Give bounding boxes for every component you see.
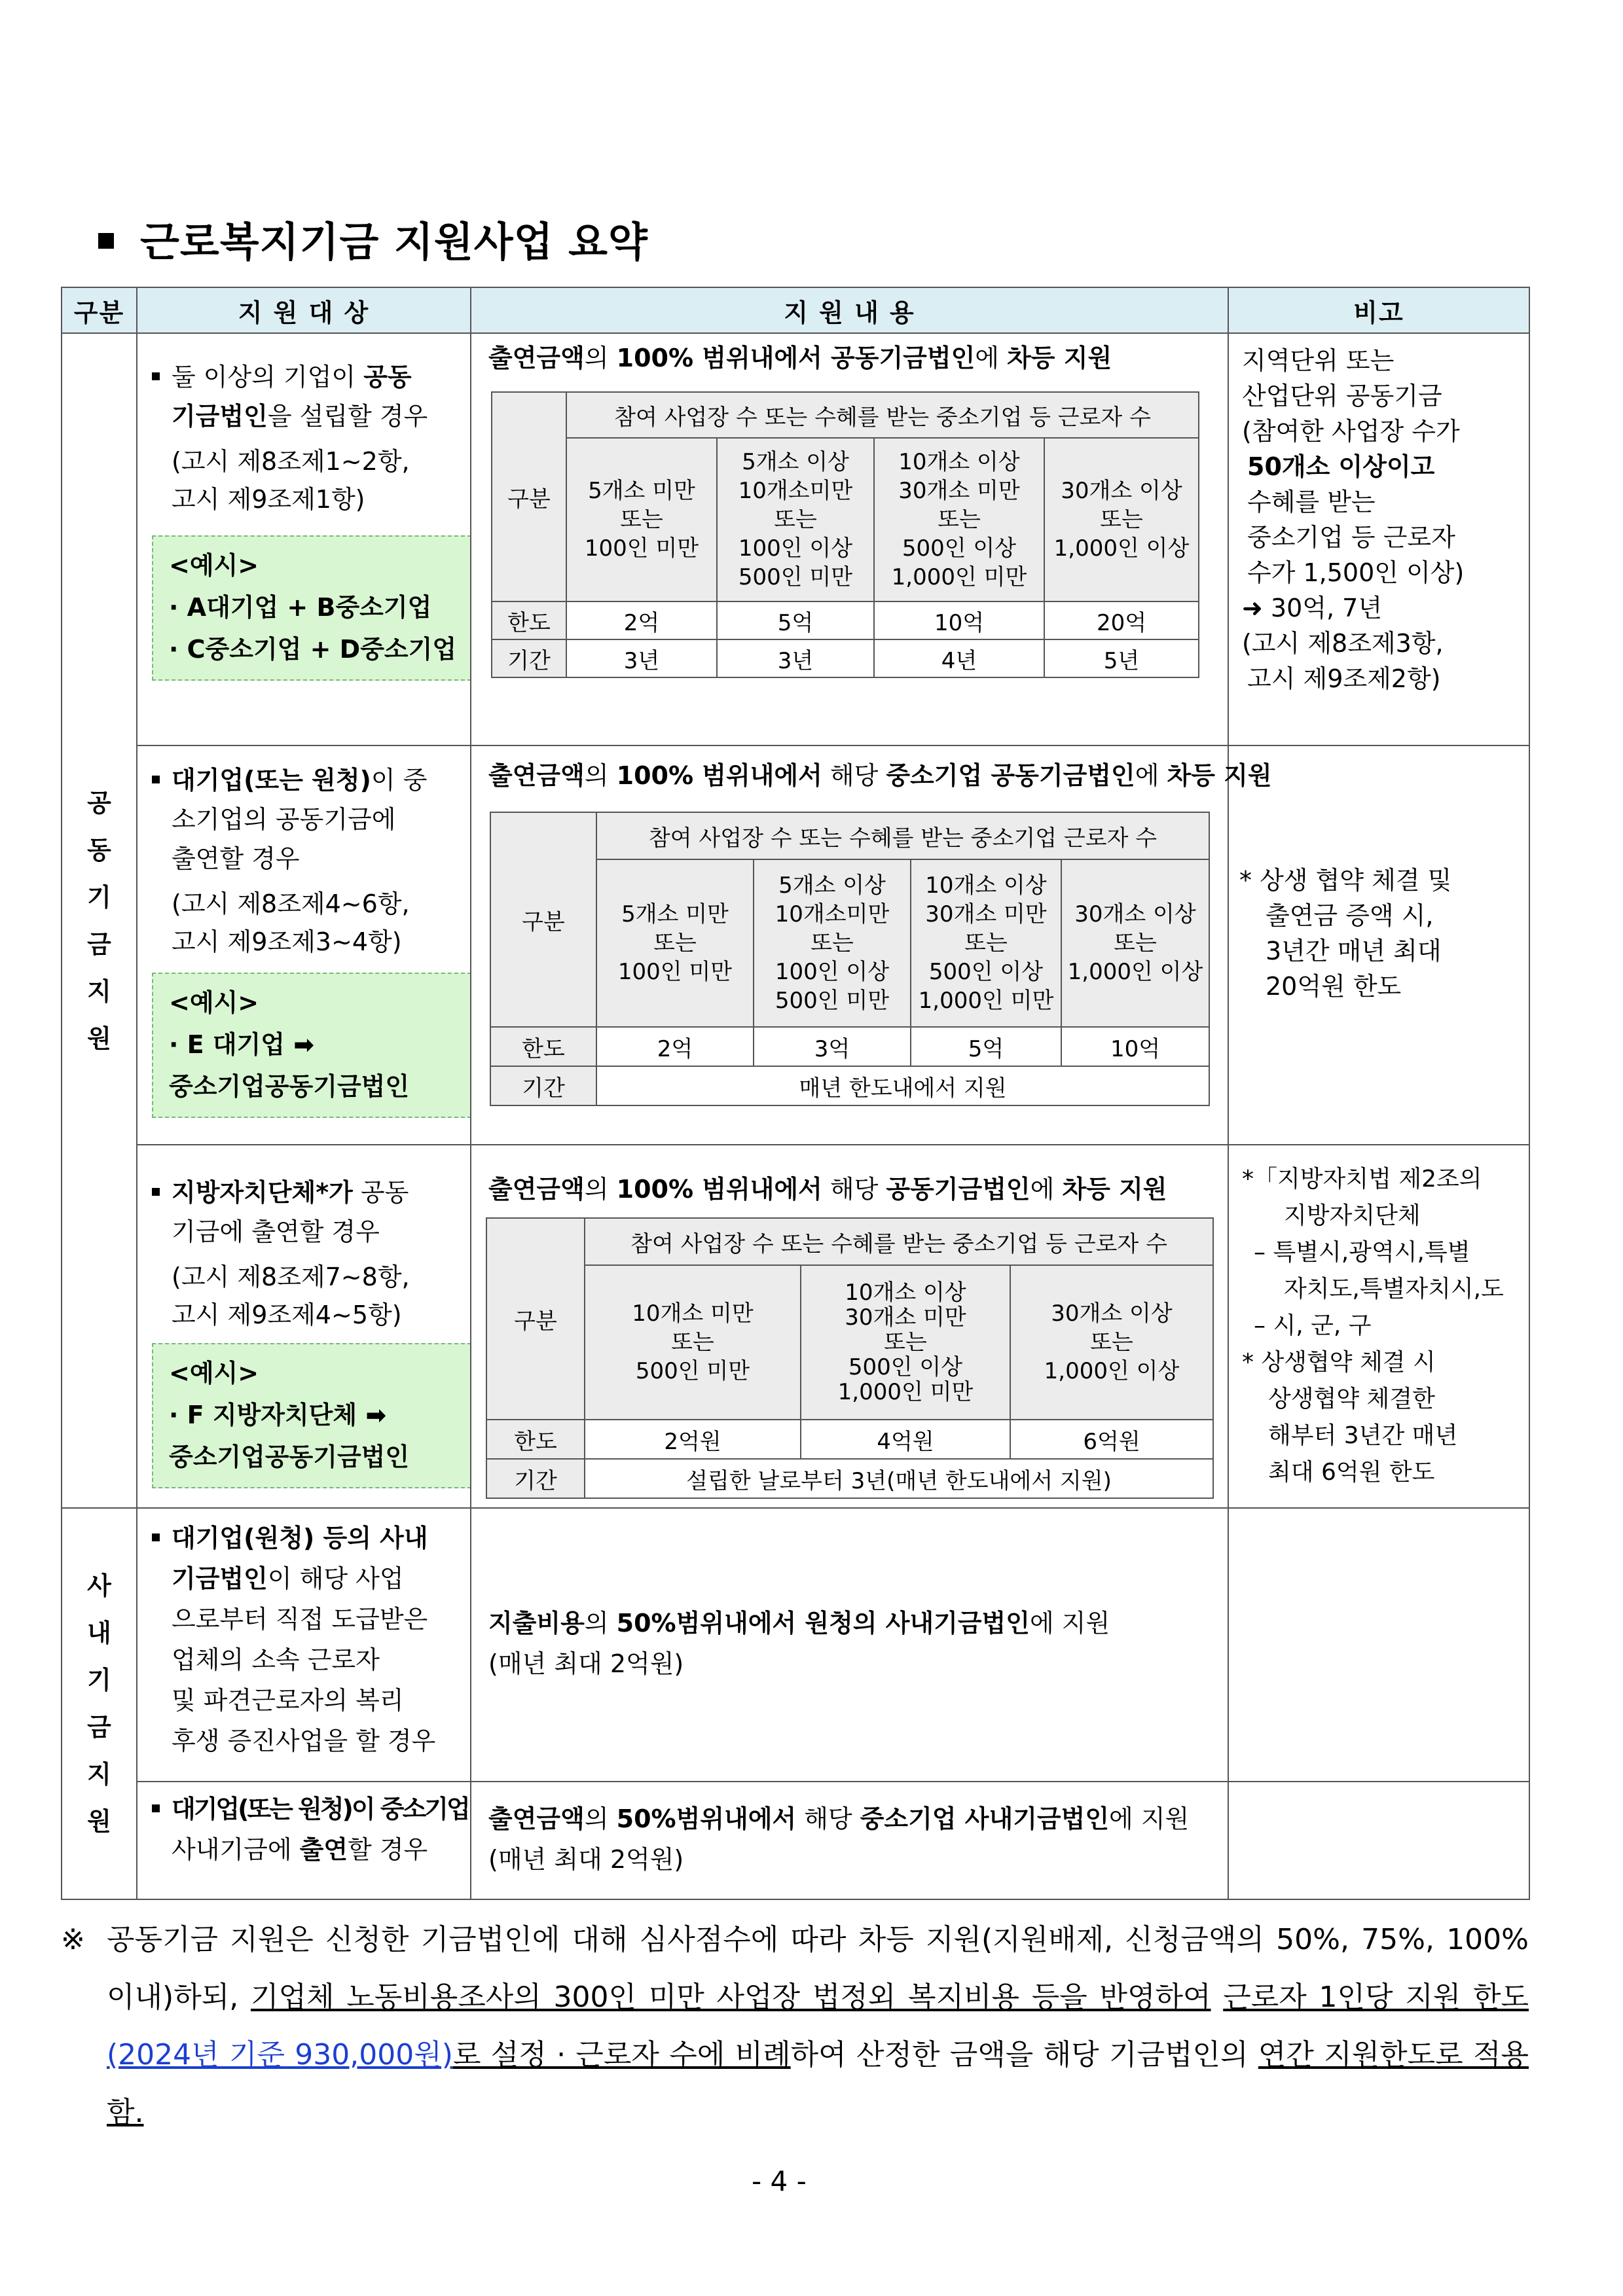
support-limit-table: 구분 참여 사업장 수 또는 수혜를 받는 중소기업 근로자 수 5개소 미만 또는 100인 미만 5개소 이상 10개소미만 또는 100인 이상 500인 미만 10개소 이상 30개소 미만 또는 500인 이상 1,000인 미만 30개소 이상 또는 1,000인 이상 한도 2억 3억 5억 10억 기간 매년 한도내에서 지원: [490, 812, 1210, 1106]
square-bullet-icon: [98, 233, 114, 249]
target-cell: 지방자치단체*가 공동 기금에 출연할 경우 (고시 제8조제7~8항, 고시 제9조제4~5항) <예시> · F 지방자치단체 ➡ 중소기업공동기금법인: [137, 1145, 471, 1508]
footnote: ※ 공동기금 지원은 신청한 기금법인에 대해 심사점수에 따라 차등 지원(지원배제, 신청금액의 50%, 75%, 100% 이내)하되, 기업체 노동비용조사의 300인 미만 사업장 법정외 복지비용 등을 반영하여 근로자 1인당 지원 한도(2024년 기준 930,000원)로 설정 · 근로자 수에 비례하여 산정한 금액을 해당 기금법인의 연간 지원한도로 적용함.: [61, 1911, 1529, 2142]
summary-table: [61, 287, 1530, 1900]
note-cell: * 상생 협약 체결 및 출연금 증액 시, 3년간 매년 최대 20억원 한도: [1228, 745, 1529, 1145]
square-bullet-icon: [152, 776, 160, 783]
square-bullet-icon: [152, 1534, 160, 1541]
legal-reference: (고시 제8조제1~2항, 고시 제9조제1항): [172, 447, 410, 514]
header-gubun: 구분: [62, 287, 137, 333]
target-cell: 대기업(또는 원청)이 중 소기업의 공동기금에 출연할 경우 (고시 제8조제4~6항, 고시 제9조제3~4항) <예시> · E 대기업 ➡ 중소기업공동기금법인: [137, 745, 471, 1145]
header-content: 지 원 내 용: [471, 287, 1228, 333]
content-cell: 출연금액의 100% 범위내에서 공동기금법인에 차등 지원 구분 참여 사업장 수 또는 수혜를 받는 중소기업 등 근로자 수 5개소 미만 또는 100인 미만 5개소 이상 10개소미만 또는 100인 이상 500인 미만 10개소 이상 30개소 미만 또는 500인 이상 1,000인 미만 30개소 이상 또는 1,000인 이상 한도 2억 5억 10억 20억 기간 3년 3년 4년 5년: [471, 333, 1228, 745]
group-label-joint-fund: 공 동 기 금 지 원: [62, 333, 137, 1508]
target-cell: 둘 이상의 기업이 공동 기금법인을 설립할 경우 (고시 제8조제1~2항, 고시 제9조제1항) <예시> · A대기업 + B중소기업 · C중소기업 + D중소기업: [137, 333, 471, 745]
note-cell: *「지방자치법 제2조의 지방자치단체 – 특별시,광역시,특별 자치도,특별자치시,도 – 시, 군, 구 * 상생협약 체결 시 상생협약 체결한 해부터 3년간 매년 최대 6억원 한도: [1228, 1145, 1529, 1508]
table-row: [62, 745, 1529, 1145]
square-bullet-icon: [152, 372, 160, 380]
square-bullet-icon: [152, 1188, 160, 1196]
note-cell: [1228, 1782, 1529, 1899]
group-label-in-house-fund: 사 내 기 금 지 원: [62, 1508, 137, 1899]
table-row: [62, 333, 1529, 745]
page-title: 근로복지기금 지원사업 요약: [98, 209, 648, 268]
content-cell: 출연금액의 50%범위내에서 해당 중소기업 사내기금법인에 지원 (매년 최대 2억원): [471, 1782, 1228, 1899]
header-note: 비고: [1228, 287, 1529, 333]
legal-reference: (고시 제8조제7~8항, 고시 제9조제4~5항): [172, 1263, 410, 1329]
legal-reference: (고시 제8조제4~6항, 고시 제9조제3~4항): [172, 889, 410, 956]
note-cell: 지역단위 또는 산업단위 공동기금 (참여한 사업장 수가 50개소 이상이고 수혜를 받는 중소기업 등 근로자 수가 1,500인 이상) ➜ 30억, 7년 (고시 제8조제3항, 고시 제9조제2항): [1228, 333, 1529, 745]
table-row: [62, 1145, 1529, 1508]
example-box: <예시> · A대기업 + B중소기업 · C중소기업 + D중소기업: [152, 535, 471, 681]
reference-mark: ※: [61, 1923, 85, 1956]
table-row: [62, 1508, 1529, 1782]
page-number: - 4 -: [752, 2165, 807, 2197]
support-limit-table: 구분 참여 사업장 수 또는 수혜를 받는 중소기업 등 근로자 수 10개소 미만 또는 500인 미만 10개소 이상 30개소 미만 또는 500인 이상 1,000인 미만 30개소 이상 또는 1,000인 이상 한도 2억원 4억원 6억원 기간 설립한 날로부터 3년(매년 한도내에서 지원): [486, 1217, 1214, 1499]
support-limit-table: 구분 참여 사업장 수 또는 수혜를 받는 중소기업 등 근로자 수 5개소 미만 또는 100인 미만 5개소 이상 10개소미만 또는 100인 이상 500인 미만 10개소 이상 30개소 미만 또는 500인 이상 1,000인 미만 30개소 이상 또는 1,000인 이상 한도 2억 5억 10억 20억 기간 3년 3년 4년 5년: [491, 391, 1199, 678]
highlighted-amount: (2024년 기준 930,000원): [107, 2038, 453, 2072]
target-cell: 대기업(또는 원청)이 중소기업 사내기금에 출연할 경우: [137, 1782, 471, 1899]
square-bullet-icon: [152, 1804, 160, 1812]
content-cell: 출연금액의 100% 범위내에서 해당 공동기금법인에 차등 지원 구분 참여 사업장 수 또는 수혜를 받는 중소기업 등 근로자 수 10개소 미만 또는 500인 미만 10개소 이상 30개소 미만 또는 500인 이상 1,000인 미만 30개소 이상 또는 1,000인 이상 한도 2억원 4억원 6억원 기간 설립한 날로부터 3년(매년 한도내에서 지원): [471, 1145, 1228, 1508]
table-row: [62, 1782, 1529, 1899]
content-cell: 지출비용의 50%범위내에서 원청의 사내기금법인에 지원 (매년 최대 2억원): [471, 1508, 1228, 1782]
header-target: 지 원 대 상: [137, 287, 471, 333]
gubun-label: 구분: [492, 392, 566, 601]
table-header: 참여 사업장 수 또는 수혜를 받는 중소기업 등 근로자 수: [566, 392, 1199, 438]
content-cell: 출연금액의 100% 범위내에서 해당 중소기업 공동기금법인에 차등 지원 구분 참여 사업장 수 또는 수혜를 받는 중소기업 근로자 수 5개소 미만 또는 100인 미만 5개소 이상 10개소미만 또는 100인 이상 500인 미만 10개소 이상 30개소 미만 또는 500인 이상 1,000인 미만 30개소 이상 또는 1,000인 이상 한도 2억 3억 5억 10억 기간 매년 한도내에서 지원: [471, 745, 1228, 1145]
target-cell: 대기업(원청) 등의 사내 기금법인이 해당 사업 으로부터 직접 도급받은 업체의 소속 근로자 및 파견근로자의 복리 후생 증진사업을 할 경우: [137, 1508, 471, 1782]
note-cell: [1228, 1508, 1529, 1782]
example-box: <예시> · E 대기업 ➡ 중소기업공동기금법인: [152, 973, 471, 1118]
table-header-row: [62, 287, 1529, 333]
example-box: <예시> · F 지방자치단체 ➡ 중소기업공동기금법인: [152, 1343, 471, 1488]
